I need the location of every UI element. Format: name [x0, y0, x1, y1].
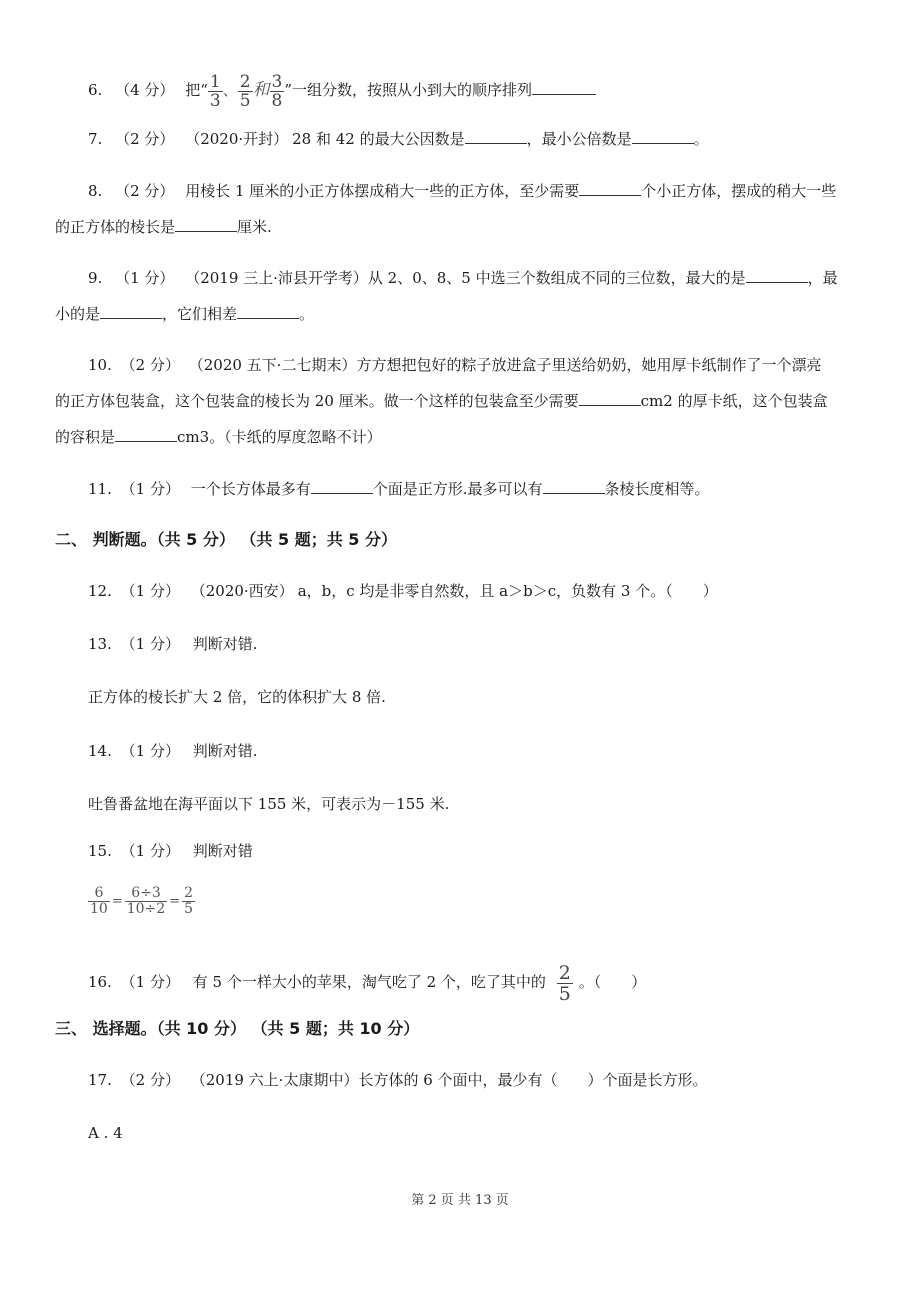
fraction-2-5: $\frac{2}{5}$: [239, 71, 251, 111]
question-source: （2020·西安）: [190, 582, 294, 600]
question-10-cont: 的正方体包装盒，这个包装盒的棱长为 20 厘米。做一个这样的包装盒至少需要 cm2 的厚卡纸，这个包装盒: [55, 392, 828, 410]
answer-blank[interactable]: [237, 304, 299, 319]
question-source: （2019 三上·沛县开学考）: [185, 269, 368, 287]
question-13-detail: 正方体的棱长扩大 2 倍，它的体积扩大 8 倍.: [88, 688, 386, 706]
answer-blank[interactable]: [100, 304, 162, 319]
fraction-division: $\frac{6\div 3}{10\div 2}$: [126, 885, 166, 917]
question-score: （4 分）: [115, 81, 175, 99]
question-8-cont: 的正方体的棱长是 厘米.: [55, 218, 272, 236]
question-number: 6.: [88, 81, 103, 99]
page-footer: 第 2 页 共 13 页: [411, 1193, 509, 1208]
question-9: 9. （1 分） （2019 三上·沛县开学考）从 2、0、8、5 中选三个数组成不同的三位数，最大的是 ，最: [88, 269, 838, 287]
fraction-1-3: $\frac{1}{3}$: [209, 71, 221, 111]
answer-blank[interactable]: [175, 217, 237, 232]
fraction-2-5: $\frac{2}{5}$: [184, 885, 194, 917]
answer-blank[interactable]: [115, 427, 177, 442]
question-13: 13. （1 分） 判断对错.: [88, 635, 258, 653]
question-11: 11. （1 分） 一个长方体最多有 个面是正方形.最多可以有 条棱长度相等。: [88, 480, 710, 498]
option-a[interactable]: A . 4: [88, 1124, 123, 1142]
fraction-3-8: $\frac{3}{8}$: [271, 71, 283, 111]
question-9-cont: 小的是 ，它们相差 。: [55, 305, 315, 323]
question-10-cont2: 的容积是 cm3。（卡纸的厚度忽略不计）: [55, 428, 382, 446]
answer-blank[interactable]: [632, 129, 694, 144]
answer-blank[interactable]: [746, 268, 808, 283]
question-8: 8. （2 分） 用棱长 1 厘米的小正方体摆成稍大一些的正方体，至少需要 个小正方体，摆成的稍大一些: [88, 182, 837, 200]
question-17: 17. （2 分） （2019 六上·太康期中）长方体的 6 个面中，最少有（ ）个面是长方形。: [88, 1071, 708, 1089]
answer-blank[interactable]: [579, 391, 641, 406]
question-16: 16. （1 分） 有 5 个一样大小的苹果，淘气吃了 2 个，吃了其中的 $\frac{2}{5}$ 。（ ）: [88, 961, 647, 1005]
question-source: （2020 五下·二七期末）: [188, 356, 357, 374]
answer-blank[interactable]: [532, 80, 596, 95]
question-14-detail: 吐鲁番盆地在海平面以下 155 米，可表示为－155 米.: [88, 795, 450, 813]
question-14: 14. （1 分） 判断对错.: [88, 742, 258, 760]
question-6: 6. （4 分） 把“ $\frac{1}{3}$ 、 $\frac{2}{5}$ 和 $\frac{3}{8}$ ”一组分数，按照从小到大的顺序排列: [88, 72, 596, 110]
answer-blank[interactable]: [465, 129, 527, 144]
question-source: （2019 六上·太康期中）: [190, 1071, 359, 1089]
answer-blank[interactable]: [543, 479, 605, 494]
question-7: 7. （2 分） （2020·开封） 28 和 42 的最大公因数是 ，最小公倍数是 。: [88, 130, 709, 148]
answer-blank[interactable]: [579, 181, 641, 196]
question-15: 15. （1 分） 判断对错: [88, 842, 253, 860]
fraction-6-10: $\frac{6}{10}$: [90, 885, 108, 917]
section-heading-choice: 三、 选择题。（共 10 分） （共 5 题；共 10 分）: [55, 1019, 420, 1038]
equation-image: $\frac{6}{10}$ = $\frac{6\div 3}{10\div 2}$ = $\frac{2}{5}$: [90, 885, 194, 917]
question-10: 10. （2 分） （2020 五下·二七期末）方方想把包好的粽子放进盒子里送给奶奶，她用厚卡纸制作了一个漂亮: [88, 356, 822, 374]
question-12: 12. （1 分） （2020·西安） a，b，c 均是非零自然数，且 a＞b＞c，负数有 3 个。（ ）: [88, 582, 718, 600]
answer-blank[interactable]: [311, 479, 373, 494]
fraction-2-5: $\frac{2}{5}$: [558, 961, 571, 1005]
question-source: （2020·开封）: [185, 130, 289, 148]
section-heading-judgement: 二、 判断题。（共 5 分） （共 5 题；共 5 分）: [55, 530, 397, 549]
